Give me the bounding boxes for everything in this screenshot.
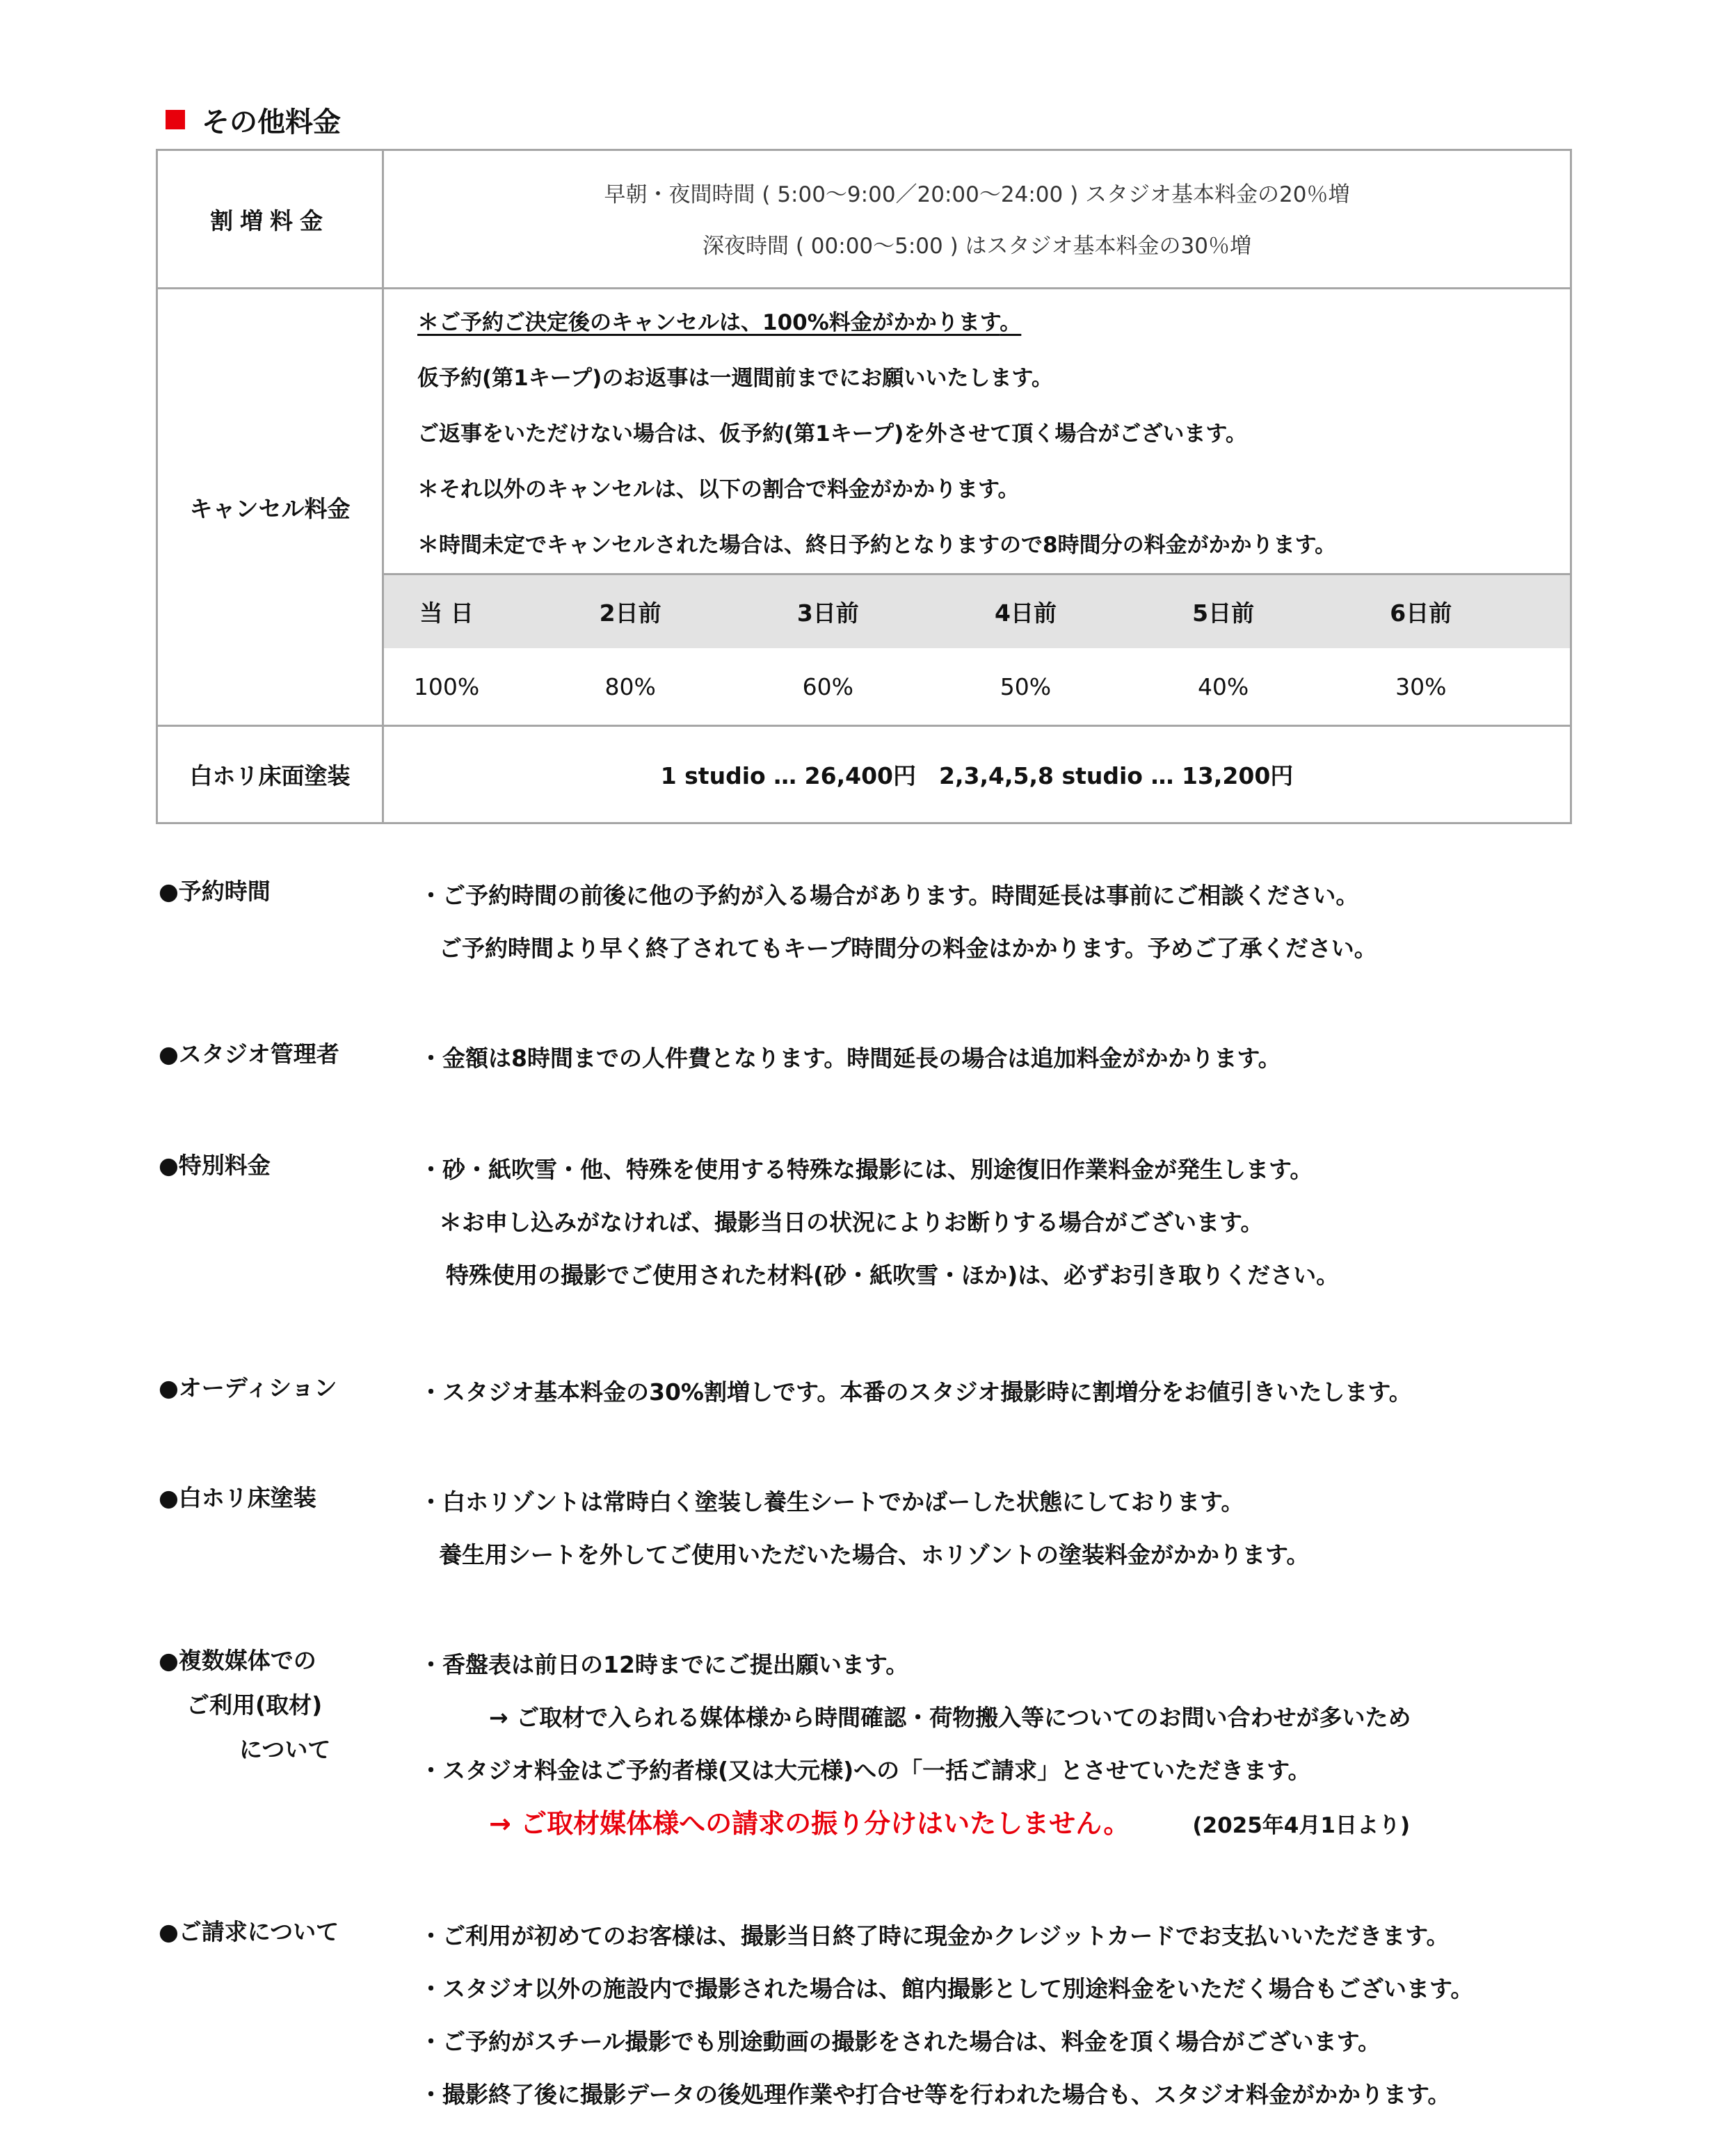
section-line: ・香盤表は前日の12時までにご提出願います。 [419, 1651, 909, 1678]
surcharge-row [157, 150, 1571, 289]
section-line: ＊お申し込みがなければ、撮影当日の状況によりお断りする場合がございます。 [439, 1209, 1264, 1236]
section-body [419, 869, 1578, 975]
section-multi-media [159, 1639, 1578, 1910]
section-title: ●スタジオ管理者 [159, 1040, 339, 1068]
surcharge-content [383, 150, 1571, 289]
section-studio-manager [159, 1032, 1578, 1143]
section-body [419, 1910, 1578, 2121]
days-cell: 2日前 [581, 574, 779, 649]
days-cell: 4日前 [977, 574, 1174, 649]
section-body [419, 1639, 1578, 1850]
section-body [419, 1476, 1578, 1582]
section-line: → ご取材で入られる媒体様から時間確認・荷物搬入等についてのお問い合わせが多いため [489, 1704, 1411, 1731]
heading-text: その他料金 [202, 106, 341, 138]
section-line: ・ご利用が初めてのお客様は、撮影当日終了時に現金かクレジットカードでお支払いいただきます。 [419, 1922, 1450, 1949]
section-special-fee [159, 1143, 1578, 1366]
cancel-row [157, 289, 1571, 726]
paint-row [157, 726, 1571, 823]
section-billing [159, 1910, 1578, 2121]
days-cell: 5日前 [1175, 574, 1372, 649]
section-body [419, 1032, 1578, 1085]
rate-cell: 50% [1000, 673, 1052, 700]
surcharge-line: 深夜時間 ( 00:00～5:00 ) はスタジオ基本料金の30％増 [703, 234, 1251, 259]
section-line: ・スタジオ基本料金の30%割増しです。本番のスタジオ撮影時に割増分をお値引きいたします。 [419, 1378, 1412, 1406]
days-cell: 3日前 [779, 574, 977, 649]
section-line: ・スタジオ料金はご予約者様(又は大元様)への「一括ご請求」とさせていただきます。 [419, 1757, 1311, 1784]
paint-value: 1 studio … 26,400円 2,3,4,5,8 studio … 13,200円 [383, 726, 1571, 823]
section-heading [166, 97, 341, 142]
section-reservation-time [159, 869, 1578, 1032]
section-line: ・砂・紙吹雪・他、特殊を使用する特殊な撮影には、別途復旧作業料金が発生します。 [419, 1156, 1313, 1183]
section-body [419, 1143, 1578, 1302]
section-floor-paint [159, 1476, 1578, 1639]
cancel-note-main-text: ＊ご予約ご決定後のキャンセルは、100%料金がかかります [417, 310, 1000, 335]
rate-cell: 30% [1395, 673, 1447, 700]
cancel-label: キャンセル料金 [157, 289, 383, 726]
days-cell: 6日前 [1372, 574, 1570, 649]
cancel-rate-table [384, 573, 1570, 725]
cancel-note: ＊それ以外のキャンセルは、以下の割合で料金がかかります。 [417, 477, 1020, 502]
effective-date: (2025年4月1日より) [1192, 1813, 1411, 1838]
section-body [419, 1366, 1578, 1419]
paint-label: 白ホリ床面塗装 [157, 726, 383, 823]
section-audition [159, 1366, 1578, 1476]
cancel-note: ご返事をいただけない場合は、仮予約(第1キープ)を外させて頂く場合がございます。 [417, 421, 1247, 447]
cancel-content [383, 289, 1571, 726]
section-line: 特殊使用の撮影でご使用された材料(砂・紙吹雪・ほか)は、必ずお引き取りください。 [446, 1262, 1340, 1289]
surcharge-line: 早朝・夜間時間 ( 5:00～9:00／20:00～24:00 ) スタジオ基本料金の20％増 [604, 182, 1350, 207]
cancel-note: 仮予約(第1キープ)のお返事は一週間前までにお願いいたします。 [417, 366, 1053, 391]
rate-cell: 100% [413, 673, 480, 700]
section-line: ・撮影終了後に撮影データの後処理作業や打合せ等を行われた場合も、スタジオ料金がかかります。 [419, 2081, 1451, 2108]
section-title: ●特別料金 [159, 1152, 271, 1179]
cancel-note: ＊時間未定でキャンセルされた場合は、終日予約となりますので8時間分の料金がかかります。 [417, 533, 1337, 558]
section-line: 養生用シートを外してご使用いただいた場合、ホリゾントの塗装料金がかかります。 [439, 1541, 1310, 1568]
days-cell: 当 日 [384, 574, 581, 649]
section-line: ・ご予約時間の前後に他の予約が入る場合があります。時間延長は事前にご相談ください。 [419, 882, 1359, 909]
rate-cell: 40% [1197, 673, 1249, 700]
red-notice: → ご取材媒体様への請求の振り分けはいたしません。 [489, 1808, 1130, 1839]
section-title: ●ご請求について [159, 1918, 339, 1945]
cancel-rates-row [384, 648, 1570, 725]
rate-cell: 80% [604, 673, 656, 700]
section-title: ●予約時間 [159, 878, 271, 905]
rate-cell: 60% [802, 673, 853, 700]
section-title: ●複数媒体での ご利用(取材) について [159, 1647, 331, 1763]
section-line: ・ご予約がスチール撮影でも別途動画の撮影をされた場合は、料金を頂く場合がございます。 [419, 2028, 1381, 2055]
cancel-notes [384, 289, 1570, 573]
section-line: ・スタジオ以外の施設内で撮影された場合は、館内撮影として別途料金をいただく場合もございます。 [419, 1975, 1474, 2002]
red-notice-line [419, 1797, 1578, 1850]
section-title: ●白ホリ床塗装 [159, 1484, 316, 1511]
cancel-note-main-suffix: 。 [1000, 310, 1022, 335]
fee-table [156, 149, 1572, 824]
cancel-note-main [417, 295, 1570, 351]
policy-sections [159, 869, 1578, 2121]
cancel-days-row [384, 574, 1570, 649]
section-line: ・金額は8時間までの人件費となります。時間延長の場合は追加料金がかかります。 [419, 1045, 1281, 1072]
section-title: ●オーディション [159, 1374, 337, 1401]
surcharge-label: 割増料金 [157, 150, 383, 289]
section-line: ご予約時間より早く終了されてもキープ時間分の料金はかかります。予めご了承ください。 [439, 935, 1377, 962]
section-line: ・白ホリゾントは常時白く塗装し養生シートでかばーした状態にしております。 [419, 1488, 1244, 1515]
red-square-icon [166, 110, 185, 129]
